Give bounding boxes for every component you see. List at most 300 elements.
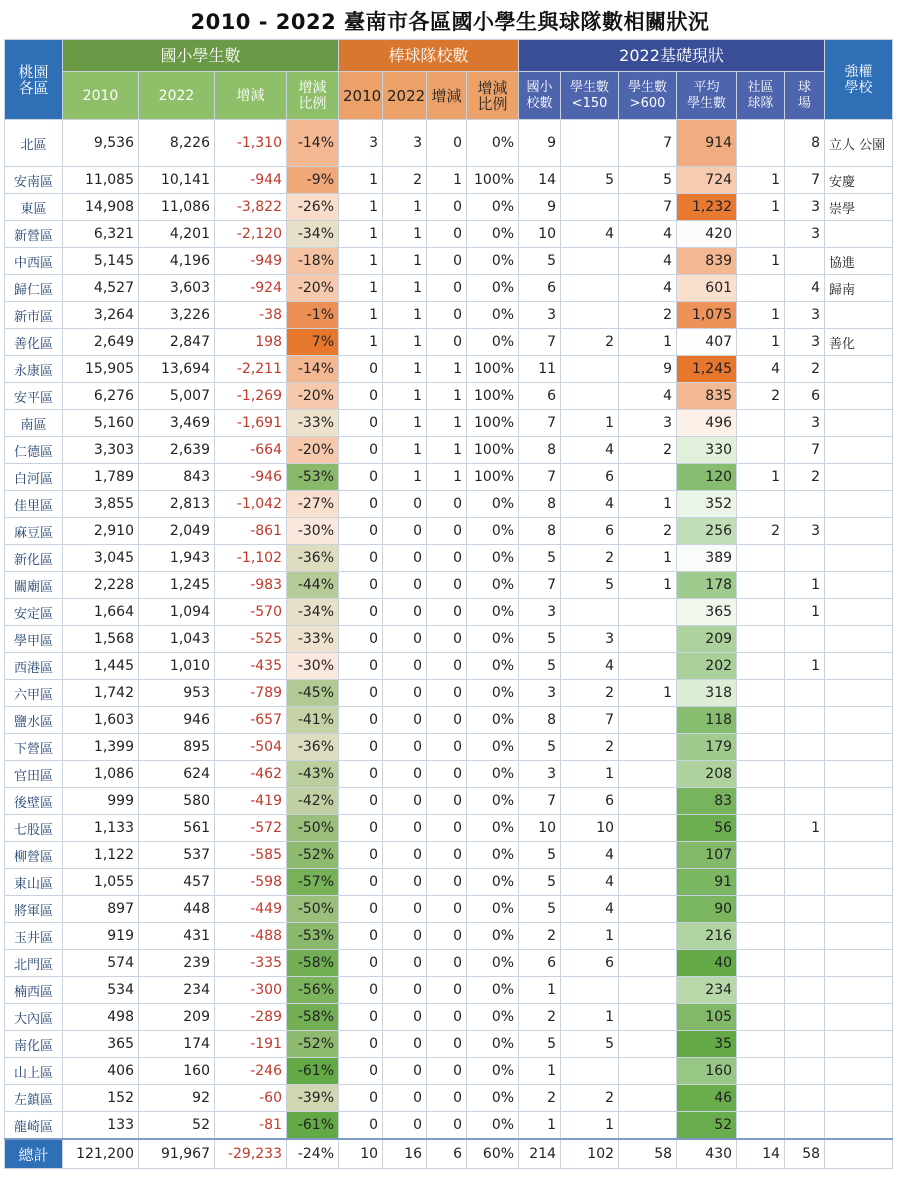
teams-ratio-cell: 0% <box>467 491 519 518</box>
field-cell <box>785 734 825 761</box>
gt600-cell: 4 <box>619 383 677 410</box>
students-2010-cell: 498 <box>63 1004 139 1031</box>
students-diff-cell: -570 <box>215 599 287 626</box>
district-cell: 龍崎區 <box>5 1112 63 1140</box>
teams-ratio-cell: 0% <box>467 626 519 653</box>
field-cell <box>785 788 825 815</box>
students-ratio-cell: -30% <box>287 518 339 545</box>
club-cell <box>737 437 785 464</box>
students-2010-cell: 4,527 <box>63 275 139 302</box>
club-cell <box>737 653 785 680</box>
lt150-cell: 1 <box>561 410 619 437</box>
schools-cell: 3 <box>519 302 561 329</box>
lt150-cell: 3 <box>561 626 619 653</box>
field-cell <box>785 491 825 518</box>
strong-school-cell <box>825 572 893 599</box>
district-cell: 左鎮區 <box>5 1085 63 1112</box>
header-lt150: 學生數 <150 <box>561 72 619 120</box>
header-district: 桃園 各區 <box>5 40 63 120</box>
students-ratio-cell: -26% <box>287 194 339 221</box>
students-2022-cell: 209 <box>139 1004 215 1031</box>
district-cell: 北門區 <box>5 950 63 977</box>
students-diff-cell: -81 <box>215 1112 287 1140</box>
students-ratio-cell: -58% <box>287 950 339 977</box>
teams-2010-cell: 1 <box>339 275 383 302</box>
table-row <box>5 410 893 437</box>
field-cell: 1 <box>785 599 825 626</box>
table-row <box>5 194 893 221</box>
students-ratio-cell: -42% <box>287 788 339 815</box>
table-row <box>5 572 893 599</box>
club-cell: 1 <box>737 194 785 221</box>
schools-cell: 7 <box>519 329 561 356</box>
teams-2022-cell: 0 <box>383 842 427 869</box>
schools-cell: 8 <box>519 707 561 734</box>
header-club: 社區 球隊 <box>737 72 785 120</box>
strong-school-cell <box>825 383 893 410</box>
club-cell: 2 <box>737 518 785 545</box>
lt150-cell: 5 <box>561 572 619 599</box>
gt600-cell <box>619 950 677 977</box>
field-cell: 7 <box>785 437 825 464</box>
students-ratio-cell: -41% <box>287 707 339 734</box>
teams-2010-cell: 0 <box>339 410 383 437</box>
lt150-cell <box>561 120 619 167</box>
schools-cell: 2 <box>519 923 561 950</box>
teams-2022-cell: 0 <box>383 869 427 896</box>
strong-school-cell <box>825 464 893 491</box>
schools-cell: 3 <box>519 599 561 626</box>
students-2022-cell: 52 <box>139 1112 215 1140</box>
lt150-cell: 6 <box>561 518 619 545</box>
teams-2022-cell: 0 <box>383 1031 427 1058</box>
field-cell: 1 <box>785 653 825 680</box>
strong-school-cell: 善化 <box>825 329 893 356</box>
gt600-cell <box>619 1085 677 1112</box>
gt600-cell <box>619 707 677 734</box>
teams-2010-cell: 0 <box>339 734 383 761</box>
students-diff-cell: -2,120 <box>215 221 287 248</box>
header-teams-2010: 2010 <box>339 72 383 120</box>
teams-diff-cell: 0 <box>427 1112 467 1140</box>
students-2022-cell: 4,201 <box>139 221 215 248</box>
teams-2010-cell: 0 <box>339 491 383 518</box>
club-cell: 1 <box>737 329 785 356</box>
gt600-cell: 1 <box>619 680 677 707</box>
lt150-cell: 2 <box>561 734 619 761</box>
district-cell: 將軍區 <box>5 896 63 923</box>
teams-ratio-cell: 0% <box>467 680 519 707</box>
schools-cell: 3 <box>519 761 561 788</box>
strong-school-cell <box>825 518 893 545</box>
teams-2022-cell: 1 <box>383 410 427 437</box>
students-ratio-cell: -34% <box>287 221 339 248</box>
district-cell: 柳營區 <box>5 842 63 869</box>
district-cell: 安南區 <box>5 167 63 194</box>
teams-2022-cell: 0 <box>383 977 427 1004</box>
teams-2022-cell: 1 <box>383 248 427 275</box>
students-2010-cell: 3,045 <box>63 545 139 572</box>
strong-school-cell <box>825 923 893 950</box>
teams-2010-cell: 0 <box>339 1112 383 1140</box>
teams-diff-cell: 0 <box>427 248 467 275</box>
field-cell <box>785 1085 825 1112</box>
teams-ratio-cell: 0% <box>467 248 519 275</box>
students-2022-cell: 2,639 <box>139 437 215 464</box>
gt600-cell <box>619 626 677 653</box>
schools-cell: 6 <box>519 383 561 410</box>
header-group-students: 國小學生數 <box>63 40 339 72</box>
gt600-cell: 5 <box>619 167 677 194</box>
avg-students-cell: 46 <box>677 1085 737 1112</box>
field-cell <box>785 869 825 896</box>
students-diff-cell: -60 <box>215 1085 287 1112</box>
avg-students-cell: 234 <box>677 977 737 1004</box>
students-ratio-cell: -50% <box>287 815 339 842</box>
district-cell: 佳里區 <box>5 491 63 518</box>
total-t2022: 16 <box>383 1139 427 1169</box>
table-row <box>5 842 893 869</box>
schools-cell: 6 <box>519 275 561 302</box>
students-2010-cell: 152 <box>63 1085 139 1112</box>
schools-cell: 7 <box>519 788 561 815</box>
schools-cell: 7 <box>519 410 561 437</box>
students-2022-cell: 174 <box>139 1031 215 1058</box>
avg-students-cell: 724 <box>677 167 737 194</box>
field-cell: 3 <box>785 329 825 356</box>
students-diff-cell: -2,211 <box>215 356 287 383</box>
strong-school-cell <box>825 950 893 977</box>
students-2010-cell: 1,568 <box>63 626 139 653</box>
district-cell: 山上區 <box>5 1058 63 1085</box>
field-cell: 2 <box>785 464 825 491</box>
teams-2010-cell: 0 <box>339 572 383 599</box>
lt150-cell: 6 <box>561 950 619 977</box>
students-2010-cell: 1,742 <box>63 680 139 707</box>
teams-diff-cell: 0 <box>427 842 467 869</box>
teams-ratio-cell: 0% <box>467 761 519 788</box>
strong-school-cell <box>825 356 893 383</box>
avg-students-cell: 835 <box>677 383 737 410</box>
total-lt150: 102 <box>561 1139 619 1169</box>
students-2010-cell: 1,603 <box>63 707 139 734</box>
students-2010-cell: 1,399 <box>63 734 139 761</box>
avg-students-cell: 160 <box>677 1058 737 1085</box>
students-diff-cell: -1,269 <box>215 383 287 410</box>
students-diff-cell: -861 <box>215 518 287 545</box>
students-2010-cell: 2,910 <box>63 518 139 545</box>
students-2022-cell: 13,694 <box>139 356 215 383</box>
gt600-cell <box>619 869 677 896</box>
field-cell: 1 <box>785 572 825 599</box>
students-2022-cell: 234 <box>139 977 215 1004</box>
gt600-cell <box>619 896 677 923</box>
total-strong <box>825 1139 893 1169</box>
lt150-cell: 2 <box>561 329 619 356</box>
field-cell: 1 <box>785 815 825 842</box>
schools-cell: 5 <box>519 1031 561 1058</box>
table-row <box>5 545 893 572</box>
teams-2010-cell: 1 <box>339 329 383 356</box>
teams-2010-cell: 0 <box>339 626 383 653</box>
strong-school-cell: 立人 公園 <box>825 120 893 167</box>
field-cell <box>785 545 825 572</box>
schools-cell: 9 <box>519 194 561 221</box>
students-2010-cell: 999 <box>63 788 139 815</box>
teams-diff-cell: 0 <box>427 221 467 248</box>
teams-diff-cell: 0 <box>427 761 467 788</box>
district-cell: 新市區 <box>5 302 63 329</box>
table-row <box>5 491 893 518</box>
teams-2010-cell: 0 <box>339 761 383 788</box>
students-diff-cell: -38 <box>215 302 287 329</box>
lt150-cell: 4 <box>561 896 619 923</box>
club-cell <box>737 950 785 977</box>
teams-2010-cell: 0 <box>339 1058 383 1085</box>
avg-students-cell: 120 <box>677 464 737 491</box>
students-ratio-cell: -61% <box>287 1058 339 1085</box>
students-2010-cell: 9,536 <box>63 120 139 167</box>
teams-2010-cell: 0 <box>339 896 383 923</box>
lt150-cell <box>561 1058 619 1085</box>
students-2010-cell: 1,055 <box>63 869 139 896</box>
teams-ratio-cell: 0% <box>467 896 519 923</box>
teams-diff-cell: 0 <box>427 626 467 653</box>
avg-students-cell: 330 <box>677 437 737 464</box>
field-cell <box>785 626 825 653</box>
students-diff-cell: -946 <box>215 464 287 491</box>
students-diff-cell: -504 <box>215 734 287 761</box>
total-t2010: 10 <box>339 1139 383 1169</box>
teams-2022-cell: 1 <box>383 221 427 248</box>
teams-2022-cell: 0 <box>383 734 427 761</box>
header-teams-diff: 增減 <box>427 72 467 120</box>
avg-students-cell: 179 <box>677 734 737 761</box>
teams-diff-cell: 0 <box>427 653 467 680</box>
avg-students-cell: 318 <box>677 680 737 707</box>
students-2010-cell: 15,905 <box>63 356 139 383</box>
teams-ratio-cell: 100% <box>467 437 519 464</box>
teams-2010-cell: 1 <box>339 248 383 275</box>
lt150-cell: 7 <box>561 707 619 734</box>
teams-2010-cell: 0 <box>339 356 383 383</box>
teams-2010-cell: 0 <box>339 653 383 680</box>
schools-cell: 1 <box>519 1112 561 1140</box>
club-cell <box>737 599 785 626</box>
strong-school-cell <box>825 1058 893 1085</box>
district-cell: 大內區 <box>5 1004 63 1031</box>
avg-students-cell: 407 <box>677 329 737 356</box>
students-2010-cell: 11,085 <box>63 167 139 194</box>
club-cell: 4 <box>737 356 785 383</box>
club-cell <box>737 680 785 707</box>
teams-diff-cell: 0 <box>427 896 467 923</box>
teams-diff-cell: 0 <box>427 1058 467 1085</box>
total-club: 14 <box>737 1139 785 1169</box>
students-diff-cell: -949 <box>215 248 287 275</box>
teams-ratio-cell: 100% <box>467 464 519 491</box>
strong-school-cell <box>825 626 893 653</box>
district-cell: 永康區 <box>5 356 63 383</box>
students-ratio-cell: -61% <box>287 1112 339 1140</box>
students-ratio-cell: -36% <box>287 734 339 761</box>
students-2010-cell: 897 <box>63 896 139 923</box>
total-avg: 430 <box>677 1139 737 1169</box>
teams-diff-cell: 1 <box>427 383 467 410</box>
gt600-cell: 7 <box>619 194 677 221</box>
district-cell: 安平區 <box>5 383 63 410</box>
students-diff-cell: -572 <box>215 815 287 842</box>
students-diff-cell: -944 <box>215 167 287 194</box>
teams-2022-cell: 0 <box>383 572 427 599</box>
teams-2022-cell: 0 <box>383 896 427 923</box>
teams-2010-cell: 0 <box>339 437 383 464</box>
students-ratio-cell: -34% <box>287 599 339 626</box>
field-cell: 3 <box>785 221 825 248</box>
club-cell <box>737 842 785 869</box>
header-teams-ratio: 增減 比例 <box>467 72 519 120</box>
district-cell: 後壁區 <box>5 788 63 815</box>
students-2022-cell: 1,010 <box>139 653 215 680</box>
gt600-cell <box>619 842 677 869</box>
field-cell <box>785 842 825 869</box>
header-field: 球 場 <box>785 72 825 120</box>
header-schools: 國小 校數 <box>519 72 561 120</box>
teams-ratio-cell: 0% <box>467 221 519 248</box>
schools-cell: 14 <box>519 167 561 194</box>
avg-students-cell: 35 <box>677 1031 737 1058</box>
teams-ratio-cell: 100% <box>467 167 519 194</box>
teams-ratio-cell: 0% <box>467 788 519 815</box>
students-diff-cell: -1,042 <box>215 491 287 518</box>
table-row <box>5 1058 893 1085</box>
table-row <box>5 1085 893 1112</box>
gt600-cell: 2 <box>619 518 677 545</box>
avg-students-cell: 839 <box>677 248 737 275</box>
students-2010-cell: 406 <box>63 1058 139 1085</box>
club-cell <box>737 734 785 761</box>
students-2010-cell: 919 <box>63 923 139 950</box>
teams-ratio-cell: 0% <box>467 572 519 599</box>
club-cell: 1 <box>737 248 785 275</box>
lt150-cell: 4 <box>561 842 619 869</box>
teams-diff-cell: 0 <box>427 1031 467 1058</box>
teams-diff-cell: 1 <box>427 356 467 383</box>
gt600-cell <box>619 815 677 842</box>
students-2010-cell: 574 <box>63 950 139 977</box>
students-diff-cell: -419 <box>215 788 287 815</box>
students-ratio-cell: -20% <box>287 275 339 302</box>
club-cell <box>737 707 785 734</box>
district-cell: 六甲區 <box>5 680 63 707</box>
students-2022-cell: 624 <box>139 761 215 788</box>
students-2022-cell: 10,141 <box>139 167 215 194</box>
students-2010-cell: 5,160 <box>63 410 139 437</box>
students-ratio-cell: -52% <box>287 1031 339 1058</box>
students-2022-cell: 160 <box>139 1058 215 1085</box>
schools-cell: 8 <box>519 491 561 518</box>
club-cell <box>737 1004 785 1031</box>
students-diff-cell: -789 <box>215 680 287 707</box>
table-row <box>5 464 893 491</box>
teams-diff-cell: 0 <box>427 194 467 221</box>
teams-ratio-cell: 100% <box>467 383 519 410</box>
students-diff-cell: -1,102 <box>215 545 287 572</box>
field-cell: 7 <box>785 167 825 194</box>
lt150-cell <box>561 194 619 221</box>
students-ratio-cell: 7% <box>287 329 339 356</box>
teams-ratio-cell: 0% <box>467 707 519 734</box>
strong-school-cell <box>825 410 893 437</box>
teams-ratio-cell: 0% <box>467 1004 519 1031</box>
strong-school-cell <box>825 437 893 464</box>
club-cell <box>737 977 785 1004</box>
teams-2010-cell: 1 <box>339 221 383 248</box>
students-ratio-cell: -53% <box>287 923 339 950</box>
teams-ratio-cell: 100% <box>467 356 519 383</box>
gt600-cell: 2 <box>619 302 677 329</box>
header-strong-school: 強權 學校 <box>825 40 893 120</box>
teams-2010-cell: 0 <box>339 518 383 545</box>
teams-2010-cell: 0 <box>339 464 383 491</box>
club-cell: 2 <box>737 383 785 410</box>
total-field: 58 <box>785 1139 825 1169</box>
table-row <box>5 1004 893 1031</box>
header-avg: 平均 學生數 <box>677 72 737 120</box>
teams-2010-cell: 0 <box>339 815 383 842</box>
teams-2022-cell: 3 <box>383 120 427 167</box>
students-2022-cell: 2,813 <box>139 491 215 518</box>
students-ratio-cell: -14% <box>287 120 339 167</box>
students-ratio-cell: -9% <box>287 167 339 194</box>
gt600-cell: 1 <box>619 491 677 518</box>
district-cell: 學甲區 <box>5 626 63 653</box>
total-schools: 214 <box>519 1139 561 1169</box>
students-diff-cell: -435 <box>215 653 287 680</box>
avg-students-cell: 352 <box>677 491 737 518</box>
students-2022-cell: 946 <box>139 707 215 734</box>
students-2022-cell: 843 <box>139 464 215 491</box>
students-2022-cell: 457 <box>139 869 215 896</box>
schools-cell: 5 <box>519 734 561 761</box>
field-cell <box>785 923 825 950</box>
lt150-cell: 6 <box>561 464 619 491</box>
strong-school-cell <box>825 599 893 626</box>
students-diff-cell: -657 <box>215 707 287 734</box>
students-diff-cell: -924 <box>215 275 287 302</box>
students-2010-cell: 6,321 <box>63 221 139 248</box>
teams-ratio-cell: 0% <box>467 842 519 869</box>
district-cell: 新營區 <box>5 221 63 248</box>
avg-students-cell: 496 <box>677 410 737 437</box>
teams-diff-cell: 0 <box>427 329 467 356</box>
teams-ratio-cell: 0% <box>467 120 519 167</box>
club-cell <box>737 1031 785 1058</box>
teams-ratio-cell: 0% <box>467 599 519 626</box>
table-row <box>5 275 893 302</box>
schools-cell: 10 <box>519 221 561 248</box>
gt600-cell <box>619 923 677 950</box>
gt600-cell: 4 <box>619 248 677 275</box>
teams-ratio-cell: 0% <box>467 1085 519 1112</box>
total-tdiff: 6 <box>427 1139 467 1169</box>
students-ratio-cell: -44% <box>287 572 339 599</box>
avg-students-cell: 1,075 <box>677 302 737 329</box>
teams-ratio-cell: 0% <box>467 545 519 572</box>
teams-diff-cell: 0 <box>427 1004 467 1031</box>
gt600-cell <box>619 1031 677 1058</box>
field-cell <box>785 950 825 977</box>
